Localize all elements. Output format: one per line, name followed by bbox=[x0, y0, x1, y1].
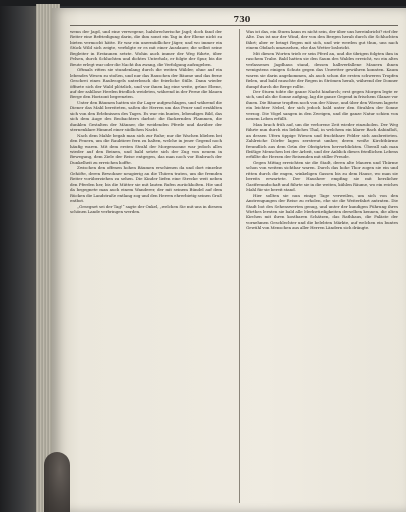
right-paragraph: Hier sollten sie nun einige Tage verweilen, um sich von den Anstrengungen der Reise zu erholen, ehe sie die Weiterfahrt antraten. Die Stadt bot des Sehenswerten genug, und unter der kundigen Führung ihres Wirthes lernten sie bald alle Merkwürdigkeiten derselben kennen, die alten Kirchen mit ihren kostbaren Schätzen, das Rathhaus, die Paläste der vornehmen Geschlechter und die belebten Märkte, auf welchen ein buntes Gewühl von Menschen aus aller Herren Ländern sich drängte. bbox=[246, 192, 398, 231]
scanner-thumb bbox=[44, 452, 70, 512]
right-paragraph: Man brach früh auf, um die verlorene Zeit wieder einzuholen. Der Weg führte nun durch ein liebliches Thal, in welchem ein klarer Bach dahinfloß, an dessen Ufern üppige Wiesen und fruchtbare Felder sich ausbreiteten. Zahlreiche Dörfer lagen zerstreut umher, deren weiße Kirchthürme freundlich aus dem Grün der Obstgärten hervorblickten. Überall sah man fleißige Menschen bei der Arbeit, und der Anblick dieses friedlichen Lebens erfüllte die Herzen der Reisenden mit stiller Freude. bbox=[246, 121, 398, 160]
right-paragraph: Mit diesen Worten trieb er sein Pferd an, und die übrigen folgten ihm in raschem Trabe. Bald hatten sie den Saum des Waldes erreicht, wo ein altes verlassenes Jagdhaus stand, dessen halbverfallene Mauern ihnen wenigstens einigen Schutz gegen das Unwetter gewähren konnten. Kaum waren sie darin angekommen, als auch schon die ersten schweren Tropfen fielen, und bald rauschte der Regen in Strömen herab, während der Donner dumpf durch die Berge rollte. bbox=[246, 50, 398, 89]
left-paragraph: „Gesegnet sei der Tag!“ sagte der Onkel, „welchen Sie mit uns in diesem schönen Lande verbringen werden. bbox=[70, 203, 222, 214]
right-paragraph: Der Sturm tobte die ganze Nacht hindurch; erst gegen Morgen legte er sich, und als die Sonne aufging, lag die ganze Gegend in frischem Glanze vor ihnen. Die Bäume tropften noch von der Nässe, und über den Wiesen lagerte ein leichter Nebel, der sich jedoch bald unter den Strahlen der Sonne verzog. Die Vögel sangen in den Zweigen, und die ganze Natur schien von neuem Leben erfüllt. bbox=[246, 88, 398, 122]
column-divider bbox=[239, 29, 240, 503]
header-rule bbox=[70, 25, 398, 26]
scanner-bed-top bbox=[0, 0, 406, 6]
right-paragraph: Was ist das, ein Sturm kann es nicht sein, der über uns hereinbricht? rief der Alte. Das ist nur der Wind, der von den Bergen herab durch die Schluchten fährt; aber er bringt Regen mit sich, und wir werden gut thun, uns nach einem Obdach umzusehen, ehe das Wetter losbricht. bbox=[246, 29, 398, 51]
left-paragraph: wenn der Jagd, und eine verwegene, halsbrecherische Jagd; doch fand der Reiter eine Befriedigung darin, die ihm sonst ein Tag in der Ebene nicht zu bieten vermocht hätte. Er war ein unermüdlicher Jäger, und wo immer ein Stück Wild sich zeigte, verfolgte er es mit einer Ausdauer, die selbst seine Begleiter in Erstaunen setzte. Wohin auch immer der Weg führte, über Felsen, durch Schluchten und dichtes Unterholz, er folgte der Spur, bis die Beute erlegt war oder die Nacht ihn zwang, die Verfolgung aufzugeben. bbox=[70, 29, 222, 67]
left-paragraph: Nach dem Mahle begab man sich zur Ruhe; nur die Wachen blieben bei den Feuern, um die Raubtiere fern zu halten, welche in jener Gegend noch häufig waren. Mit dem ersten Strahl der Morgensonne war jedoch alles wieder auf den Beinen, und bald setzte sich der Zug von neuem in Bewegung, dem Ziele der Reise entgegen, das man noch vor Einbruch der Dunkelheit zu erreichen hoffte. bbox=[70, 132, 222, 165]
left-paragraph: Unter den Bäumen hatten sie ihr Lager aufgeschlagen, und während die Diener das Mahl bereiteten, saßen die Herren um das Feuer und erzählten sich von den Erlebnissen des Tages. Es war ein buntes, lebendiges Bild, das sich dem Auge des Beobachters darbot: die flackernden Flammen, die dunklen Gestalten der Männer, die weidenden Pferde und darüber der sternenklare Himmel einer südlichen Nacht. bbox=[70, 99, 222, 133]
book-page bbox=[52, 8, 406, 512]
left-paragraph: Zwischen den offenen hohen Bäumen erschienen da und dort einzelne Gehöfte, deren Bewohner neugierig an die Thüren traten, um die fremden Reiter vorüberziehen zu sehen. Die Kinder liefen eine Strecke weit neben den Pferden her, bis die Mütter sie mit lauten Rufen zurückholten. Hie und da begegnete man auch einem Wanderer, der mit seinem Bündel auf dem Rücken die Landstraße entlang zog und den Herren ehrerbietig seinen Gruß entbot. bbox=[70, 165, 222, 204]
page-number: 730 bbox=[233, 14, 251, 24]
left-paragraph: Oftmals ritten sie stundenlang durch die weiten Wälder, ohne auf ein lebendes Wesen zu stoßen, und nur das Rauschen der Bäume und das ferne Geschrei eines Raubvogels unterbrach die feierliche Stille. Dann wieder öffnete sich der Wald plötzlich, und vor ihnen lag eine weite, grüne Ebene, auf der zahllose Herden friedlich weideten, während in der Ferne die blauen Berge den Horizont begrenzten. bbox=[70, 67, 222, 100]
right-column bbox=[246, 29, 398, 509]
right-paragraph: Gegen Mittag erreichten sie die Stadt, deren alte Mauern und Thürme schon von weitem sichtbar waren. Durch das hohe Thor zogen sie ein und ritten durch die engen, winkeligen Gassen bis zu dem Hause, wo man sie bereits erwartete. Der Hausherr empfing sie mit herzlicher Gastfreundschaft und führte sie in die weiten, kühlen Räume, wo ein reiches Mahl für sie bereit stand. bbox=[246, 159, 398, 193]
left-column bbox=[70, 29, 222, 509]
